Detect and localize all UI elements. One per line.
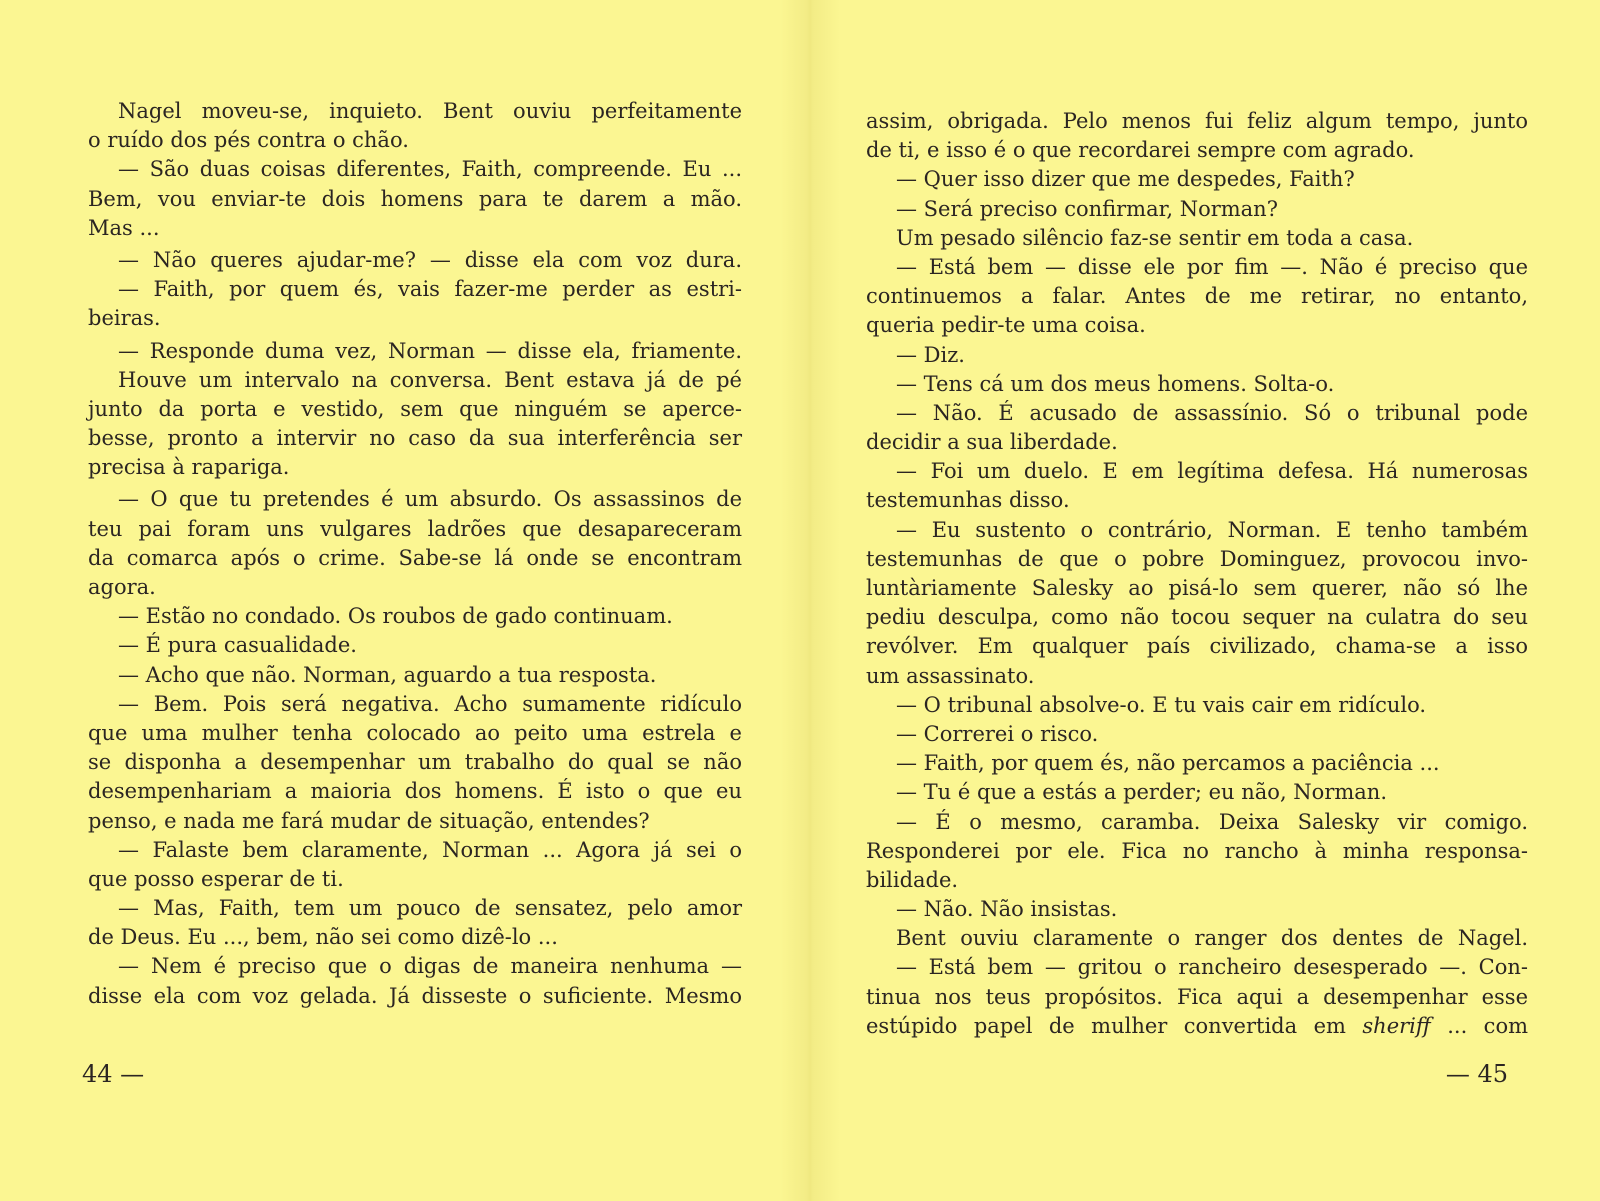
text-line: que posso esperar de ti. xyxy=(88,866,344,891)
text-line: — Falaste bem claramente, Norman ... Agora já sei o xyxy=(118,837,742,862)
right-page-number: — 45 xyxy=(1445,1060,1508,1088)
text-line: tinua nos teus propósitos. Fica aqui a desempenhar esse xyxy=(866,984,1528,1009)
right-page-text xyxy=(866,107,1528,1041)
book-gutter xyxy=(780,0,840,1201)
text-line: da comarca após o crime. Sabe-se lá onde se encontram xyxy=(88,545,742,570)
text-line: queria pedir-te uma coisa. xyxy=(866,313,1146,338)
text-line: — Foi um duelo. E em legítima defesa. Há numerosas xyxy=(896,459,1528,484)
text-line: testemunhas disso. xyxy=(866,488,1070,513)
text-line: disse ela com voz gelada. Já disseste o suficiente. Mesmo xyxy=(88,983,742,1008)
text-line: testemunhas de que o pobre Dominguez, provocou invo- xyxy=(866,546,1528,571)
text-line: teu pai foram uns vulgares ladrões que desapareceram xyxy=(88,516,742,541)
text-line: — Mas, Faith, tem um pouco de sensatez, pelo amor xyxy=(118,896,742,921)
text-line: Bem, vou enviar-te dois homens para te darem a mão. xyxy=(88,186,742,211)
text-line: que uma mulher tenha colocado ao peito uma estrela e xyxy=(88,720,742,745)
text-line: — Tu é que a estás a perder; eu não, Norman. xyxy=(896,780,1387,805)
text-line: desempenhariam a maioria dos homens. É isto o que eu xyxy=(88,779,742,804)
text-line: — Será preciso confirmar, Norman? xyxy=(896,196,1278,221)
text-line: continuemos a falar. Antes de me retirar, no entanto, xyxy=(866,284,1528,309)
text-line: — Estão no condado. Os roubos de gado continuam. xyxy=(118,604,673,629)
text-line: — São duas coisas diferentes, Faith, compreende. Eu ... xyxy=(118,157,742,182)
text-line: luntàriamente Salesky ao pisá-lo sem querer, não só lhe xyxy=(866,576,1528,600)
text-line: o ruído dos pés contra o chão. xyxy=(88,128,409,153)
text-line: Um pesado silêncio faz-se sentir em toda a casa. xyxy=(896,225,1414,250)
text-line: estúpido papel de mulher convertida em sheriff ... com xyxy=(866,1013,1529,1038)
text-line: — Não queres ajudar-me? — disse ela com voz dura. xyxy=(118,247,742,272)
text-line: — Quer isso dizer que me despedes, Faith? xyxy=(896,167,1355,192)
text-line: Houve um intervalo na conversa. Bent estava já de pé xyxy=(118,367,742,392)
text-line: — É pura casualidade. xyxy=(118,633,357,658)
text-line: se disponha a desempenhar um trabalho do qual se não xyxy=(88,750,742,775)
text-line: — Responde duma vez, Norman — disse ela, friamente. xyxy=(118,338,742,363)
left-page-text xyxy=(88,97,742,1011)
text-line: um assassinato. xyxy=(866,663,1035,688)
left-page-number: 44 — xyxy=(82,1060,145,1088)
text-line: Nagel moveu-se, inquieto. Bent ouviu perfeitamente xyxy=(118,99,742,123)
text-line: de ti, e isso é o que recordarei sempre com agrado. xyxy=(866,138,1415,163)
text-line: precisa à rapariga. xyxy=(88,455,290,480)
text-line: — Acho que não. Norman, aguardo a tua resposta. xyxy=(118,662,657,687)
text-line: beiras. xyxy=(88,306,161,331)
text-line: revólver. Em qualquer país civilizado, chama-se a isso xyxy=(866,634,1528,659)
text-line: — Está bem — gritou o rancheiro desesperado —. Con- xyxy=(896,955,1528,980)
text-line: bilidade. xyxy=(866,867,959,892)
text-line: assim, obrigada. Pelo menos fui feliz algum tempo, junto xyxy=(866,109,1528,133)
text-line: — Bem. Pois será negativa. Acho sumamente ridículo xyxy=(118,691,742,716)
text-line: — Correrei o risco. xyxy=(896,721,1099,746)
text-line: — O tribunal absolve-o. E tu vais cair em ridículo. xyxy=(896,692,1427,717)
text-line: Responderei por ele. Fica no rancho à minha responsa- xyxy=(866,838,1528,863)
text-line: — Está bem — disse ele por fim —. Não é preciso que xyxy=(896,254,1528,279)
text-line: agora. xyxy=(88,575,156,599)
text-line: — Eu sustento o contrário, Norman. E tenho também xyxy=(896,517,1528,542)
text-line: de Deus. Eu ..., bem, não sei como dizê-lo ... xyxy=(88,925,558,950)
text-line: — Não. É acusado de assassínio. Só o tribunal pode xyxy=(896,400,1528,425)
text-line: — O que tu pretendes é um absurdo. Os assassinos de xyxy=(118,487,742,512)
text-line: penso, e nada me fará mudar de situação, entendes? xyxy=(88,808,650,833)
text-line: pediu desculpa, como não tocou sequer na culatra do seu xyxy=(866,605,1528,630)
text-line: — Diz. xyxy=(896,342,965,367)
text-line: junto da porta e vestido, sem que ninguém se aperce- xyxy=(88,396,742,421)
text-line: — Tens cá um dos meus homens. Solta-o. xyxy=(896,371,1335,396)
text-line: — É o mesmo, caramba. Deixa Salesky vir comigo. xyxy=(896,809,1528,834)
text-line: Mas ... xyxy=(88,215,160,240)
text-line: — Não. Não insistas. xyxy=(896,897,1118,922)
text-line: besse, pronto a intervir no caso da sua interferência ser xyxy=(88,426,742,451)
text-line: decidir a sua liberdade. xyxy=(866,430,1118,455)
text-line: Bent ouviu claramente o ranger dos dentes de Nagel. xyxy=(896,926,1528,951)
text-line: — Faith, por quem és, não percamos a paciência ... xyxy=(896,751,1440,776)
text-line: — Nem é preciso que o digas de maneira nenhuma — xyxy=(118,954,742,979)
text-line: — Faith, por quem és, vais fazer-me perder as estri- xyxy=(118,277,742,302)
